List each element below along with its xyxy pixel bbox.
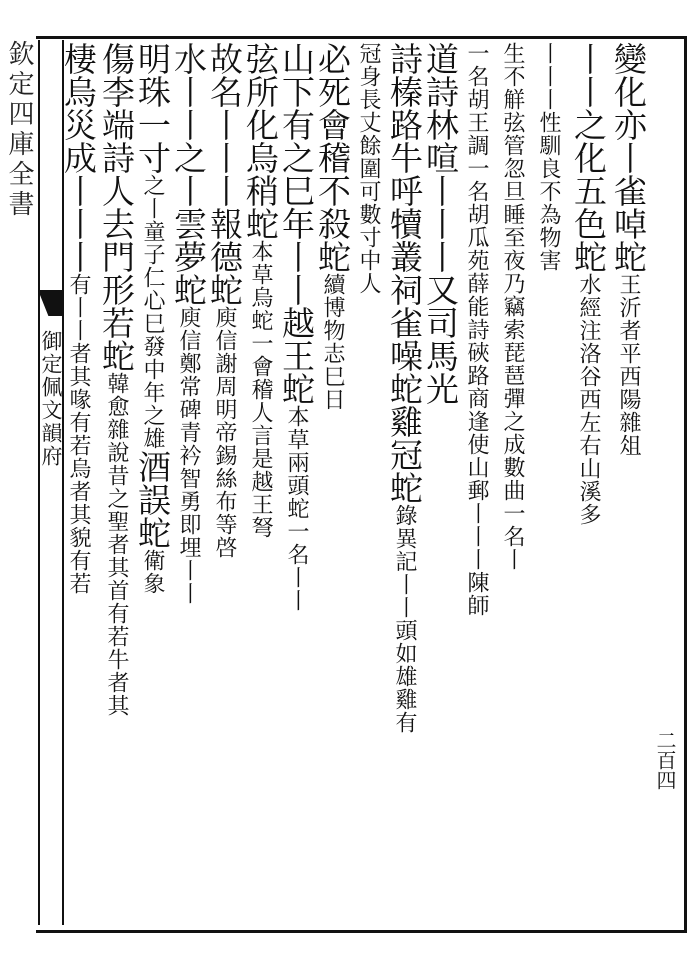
text-column xyxy=(456,42,496,930)
column-note: 之丨童子仁心巳發中年之雄 xyxy=(140,174,165,450)
top-border xyxy=(36,36,686,39)
text-column xyxy=(59,42,98,930)
text-column xyxy=(492,42,532,930)
column-note: 冠身長丈餘圍可數寸中人 xyxy=(356,42,381,295)
column-note: 庾信謝周明帝錫絲布等啓 xyxy=(212,306,237,559)
column-note: 本草兩頭蛇一名丨丨 xyxy=(284,405,309,612)
column-note: 衛象 xyxy=(140,549,165,595)
text-column xyxy=(132,42,172,930)
column-text: 明珠一寸 xyxy=(133,42,172,174)
band-title: 御定佩文韻府 xyxy=(39,330,63,468)
column-text: 傷李端詩人去門 xyxy=(97,42,136,273)
column-text: 弦所化 xyxy=(241,42,280,141)
text-column xyxy=(240,42,280,930)
column-note: 錄異記丨丨頭如雄雞有 xyxy=(392,504,417,734)
column-note: 丨丨丨性馴良不為物害 xyxy=(536,42,561,272)
text-column xyxy=(204,42,244,930)
column-note: 有丨丨者其喙有若烏者其貌有若 xyxy=(66,273,91,595)
text-column xyxy=(420,42,460,930)
entry-head: 不殺蛇 xyxy=(313,174,352,273)
entry-head: 烏稍蛇 xyxy=(241,141,280,240)
column-text: 棲烏災成丨丨丨 xyxy=(59,42,98,273)
column-note: 水經注洛谷西左右山溪多 xyxy=(576,273,601,526)
entry-head: 越王蛇 xyxy=(277,306,316,405)
entry-head: 五色蛇 xyxy=(569,174,608,273)
column-text: 道詩林喧丨丨丨又司馬光 xyxy=(421,42,460,405)
text-column xyxy=(568,42,608,930)
column-text: 變化亦丨 xyxy=(609,42,648,174)
column-text: 故名丨丨丨 xyxy=(205,42,244,207)
entry-head: 雞冠蛇 xyxy=(385,405,424,504)
text-column xyxy=(348,42,388,930)
entry-head: 雲夢蛇 xyxy=(169,207,208,306)
edge-title: 欽定四庫全書 xyxy=(4,40,34,220)
folio-number: 二百四 xyxy=(653,730,677,790)
entry-head: 形若蛇 xyxy=(97,273,136,372)
column-note: 會稽人言是越王弩 xyxy=(248,355,273,539)
column-note: 庾信鄭常碑青衿智勇即埋丨丨 xyxy=(176,306,201,605)
entry-head: 雀啅蛇 xyxy=(609,174,648,273)
column-note: 一名胡王調一名胡瓜苑薛能詩硤路商逢使山郵丨丨丨陳師 xyxy=(464,42,489,617)
column-note: 韓愈雜說昔之聖者其首有若牛者其 xyxy=(104,372,129,717)
entry-head: 酒誤蛇 xyxy=(133,450,172,549)
column-note: 續博物志巳日 xyxy=(320,273,345,411)
column-text: 詩榛路牛呼犢叢祠雀噪蛇 xyxy=(385,42,424,405)
column-text: 水丨丨之丨 xyxy=(169,42,208,207)
column-note: 本草烏蛇一 xyxy=(248,240,273,355)
text-column xyxy=(528,42,568,930)
text-column xyxy=(96,42,136,930)
text-column xyxy=(384,42,424,930)
text-column xyxy=(312,42,352,930)
bottom-border xyxy=(36,930,686,933)
column-note: 生不觧弦管忽旦睡至夜乃竊索琵琶彈之成數曲一名丨 xyxy=(500,42,525,571)
right-border xyxy=(684,36,687,933)
text-column xyxy=(168,42,208,930)
column-text: 丨丨之化 xyxy=(569,42,608,174)
text-column xyxy=(608,42,648,930)
column-text: 必死會稽 xyxy=(313,42,352,174)
column-text: 山下有之巳年丨丨 xyxy=(277,42,316,306)
entry-head: 報德蛇 xyxy=(205,207,244,306)
column-note: 王沂者平西陽雜俎 xyxy=(616,273,641,457)
text-column xyxy=(276,42,316,930)
